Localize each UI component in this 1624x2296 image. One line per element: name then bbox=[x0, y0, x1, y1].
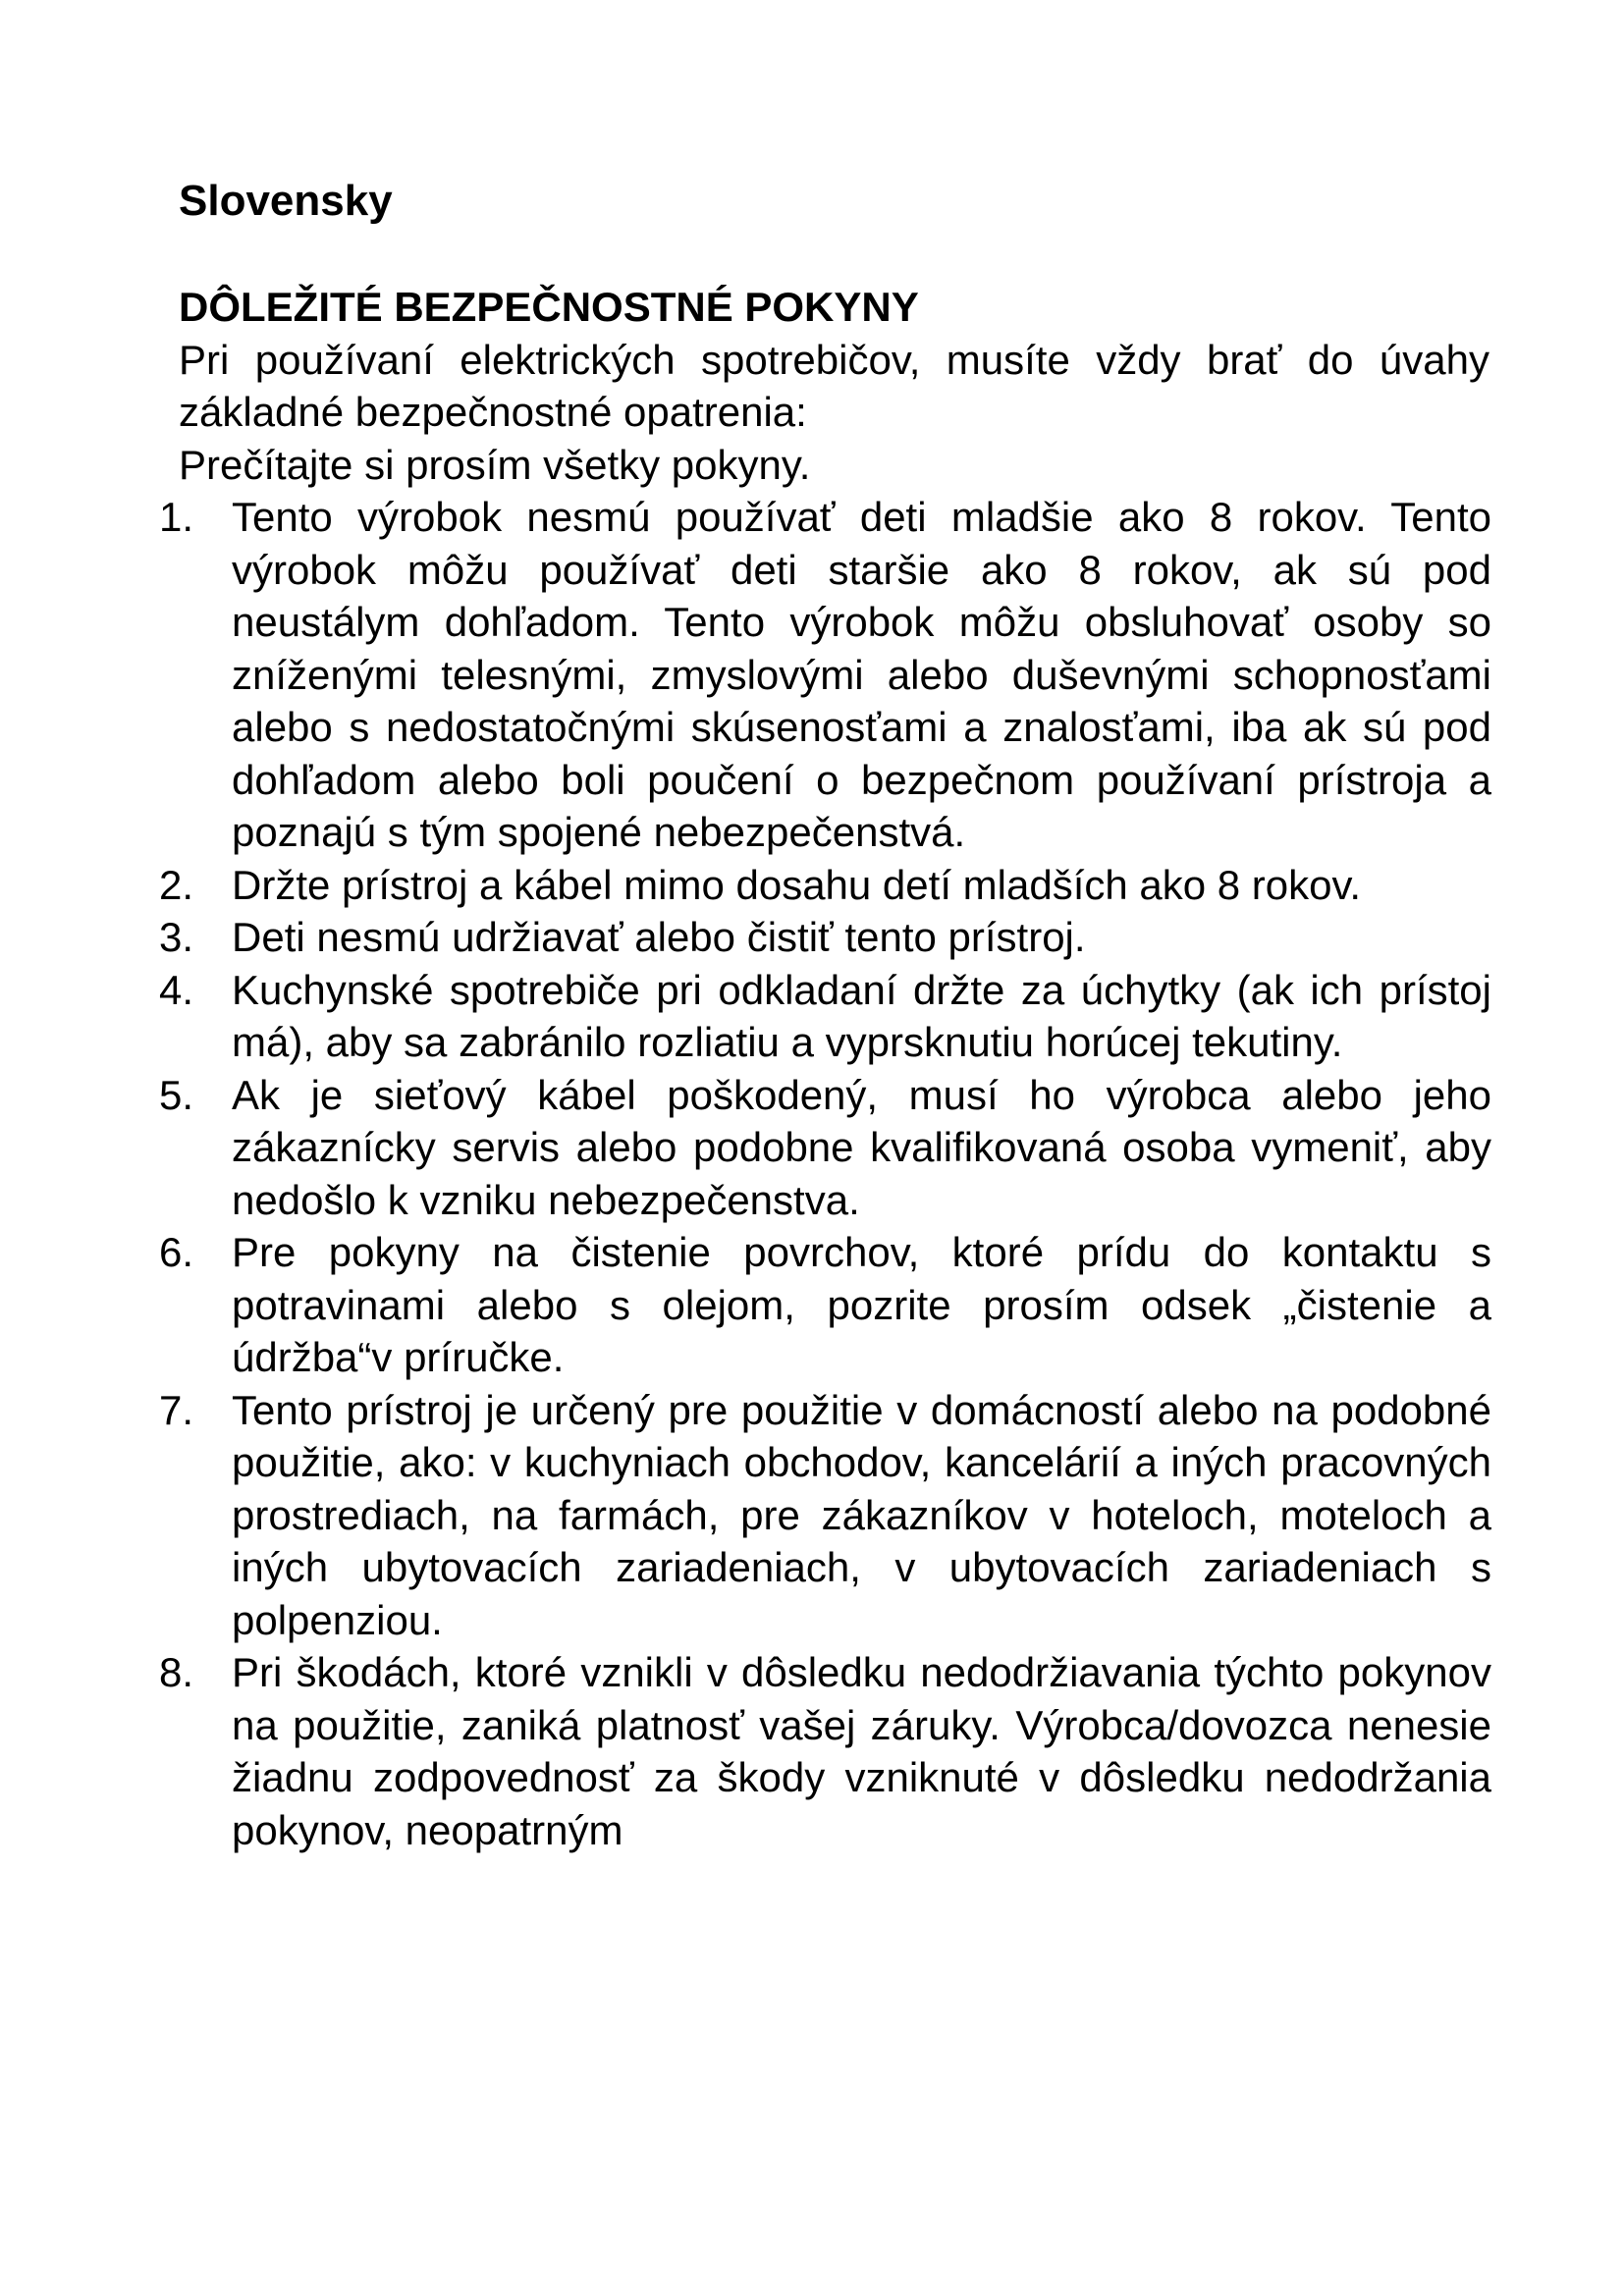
item-text: Držte prístroj a kábel mimo dosahu detí mladších ako 8 rokov. bbox=[232, 861, 1362, 908]
item-text: Deti nesmú udržiavať alebo čistiť tento prístroj. bbox=[232, 914, 1086, 960]
item-number: 4. bbox=[159, 966, 194, 1013]
list-item bbox=[159, 1384, 1491, 1647]
instruction-list bbox=[159, 491, 1491, 1856]
item-text: Kuchynské spotrebiče pri odkladaní držte za úchytky (ak ich prístoj má), aby sa zabránilo rozliatiu a vyprsknutiu horúcej tekutiny. bbox=[232, 966, 1491, 1065]
item-number: 6. bbox=[159, 1229, 194, 1275]
list-item bbox=[159, 491, 1491, 859]
item-text: Pri škodách, ktoré vznikli v dôsledku nedodržiavania týchto pokynov na použitie, zaniká platnosť vašej záruky. Výrobca/dovozca nenesie žiadnu zodpovednosť za škody vzniknuté v dôsledku nedodržania pokynov, neopatrným bbox=[232, 1649, 1491, 1853]
item-number: 2. bbox=[159, 861, 194, 908]
language-title: Slovensky bbox=[179, 177, 393, 225]
list-item bbox=[159, 964, 1491, 1069]
list-item bbox=[159, 859, 1491, 912]
item-number: 3. bbox=[159, 914, 194, 960]
item-text: Pre pokyny na čistenie povrchov, ktoré prídu do kontaktu s potravinami alebo s olejom, pozrite prosím odsek „čistenie a údržba“v príručke. bbox=[232, 1229, 1491, 1380]
item-number: 7. bbox=[159, 1386, 194, 1433]
item-number: 5. bbox=[159, 1071, 194, 1118]
item-text: Tento výrobok nesmú používať deti mladšie ako 8 rokov. Tento výrobok môžu používať deti staršie ako 8 rokov, ak sú pod neustálym dohľadom. Tento výrobok môžu obsluhovať osoby so zníženými telesnými, zmyslovými alebo duševnými schopnosťami alebo s nedostatočnými skúsenosťami a znalosťami, iba ak sú pod dohľadom alebo boli poučení o bezpečnom používaní prístroja a poznajú s tým spojené nebezpečenstvá. bbox=[232, 494, 1491, 855]
list-item bbox=[159, 1646, 1491, 1856]
intro-paragraph: Pri používaní elektrických spotrebičov, musíte vždy brať do úvahy základné bezpečnostné opatrenia: bbox=[179, 336, 1489, 435]
item-number: 8. bbox=[159, 1649, 194, 1695]
list-item bbox=[159, 1226, 1491, 1384]
safety-instructions bbox=[159, 281, 1491, 1856]
list-item bbox=[159, 911, 1491, 964]
list-item bbox=[159, 1069, 1491, 1227]
item-number: 1. bbox=[159, 494, 194, 540]
item-text: Ak je sieťový kábel poškodený, musí ho výrobca alebo jeho zákaznícky servis alebo podobne kvalifikovaná osoba vymeniť, aby nedošlo k vzniku nebezpečenstva. bbox=[232, 1071, 1491, 1223]
item-text: Tento prístroj je určený pre použitie v domácností alebo na podobné použitie, ako: v kuchyniach obchodov, kancelárií a iných pracovných prostrediach, na farmách, pre zákazníkov v hoteloch, moteloch a iných ubytovacích zariadeniach, v ubytovacích zariadeniach s polpenziou. bbox=[232, 1386, 1491, 1643]
read-all-note: Prečítajte si prosím všetky pokyny. bbox=[179, 441, 811, 488]
section-heading: DÔLEŽITÉ BEZPEČNOSTNÉ POKYNY bbox=[179, 284, 919, 330]
